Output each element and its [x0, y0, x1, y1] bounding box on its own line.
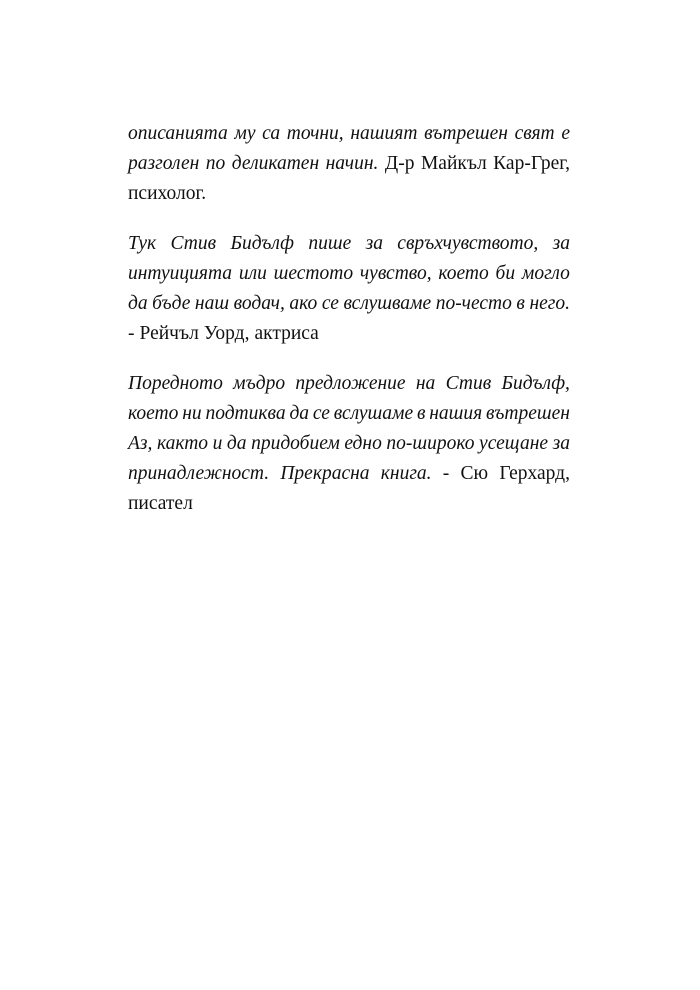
word: вслушаме: [333, 403, 414, 424]
word: ни: [182, 403, 202, 424]
text-line: [128, 179, 570, 209]
word: и: [212, 433, 223, 454]
word: му: [234, 123, 256, 144]
word: наш: [194, 293, 230, 314]
word: да: [128, 293, 148, 314]
text-line: [128, 489, 570, 519]
word: актриса: [254, 323, 319, 344]
word: се: [321, 293, 339, 314]
word: за: [365, 233, 383, 254]
word: Сю: [460, 463, 489, 484]
word: Кар-Грег,: [493, 153, 570, 174]
text-line: [128, 119, 570, 149]
word: да: [226, 433, 247, 454]
word: вътрешен: [424, 123, 508, 144]
word: Стив: [445, 373, 492, 394]
word: Аз,: [128, 433, 153, 454]
word: вслушваме: [343, 293, 432, 314]
word: -: [442, 463, 450, 484]
word: Бидълф: [230, 233, 295, 254]
paragraph: [128, 229, 570, 349]
word: по-широко: [386, 433, 475, 454]
word: описанията: [128, 123, 228, 144]
word: да: [289, 403, 310, 424]
word: бъде: [152, 293, 191, 314]
word: Д-р: [384, 153, 415, 174]
text-line: [128, 459, 570, 489]
text-line: [128, 229, 570, 259]
word: писател: [128, 493, 193, 514]
word: начин.: [325, 153, 379, 174]
word: него.: [529, 293, 570, 314]
word: шестото: [273, 263, 354, 284]
text-line: [128, 319, 570, 349]
word: -: [128, 323, 135, 344]
word: в: [516, 293, 525, 314]
word: Бидълф,: [501, 373, 570, 394]
word: което: [438, 263, 489, 284]
word: книга.: [380, 463, 432, 484]
word: или: [238, 263, 267, 284]
text-line: [128, 369, 570, 399]
word: Стив: [170, 233, 217, 254]
word: чувство,: [359, 263, 432, 284]
word: водач,: [233, 293, 285, 314]
word: свят: [514, 123, 555, 144]
word: точни,: [286, 123, 344, 144]
word: нашия: [429, 403, 483, 424]
word: е: [561, 123, 570, 144]
word: Поредното: [128, 373, 223, 394]
word: Прекрасна: [280, 463, 370, 484]
word: предложение: [295, 373, 406, 394]
word: придобием: [251, 433, 340, 454]
word: са: [262, 123, 281, 144]
word: могло: [521, 263, 570, 284]
word: ако: [289, 293, 318, 314]
word: Герхард,: [499, 463, 570, 484]
word: по: [205, 153, 226, 174]
word: Тук: [128, 233, 157, 254]
text-line: [128, 399, 570, 429]
word: в: [416, 403, 426, 424]
word: разголен: [128, 153, 200, 174]
word: принадлежност.: [128, 463, 270, 484]
word: би: [495, 263, 516, 284]
word: пише: [308, 233, 352, 254]
word: се: [312, 403, 330, 424]
word: за: [552, 433, 570, 454]
word: психолог.: [128, 183, 207, 204]
text-line: [128, 289, 570, 319]
word: Рейчъл: [139, 323, 199, 344]
word: което: [128, 403, 179, 424]
text-line: [128, 149, 570, 179]
word: Майкъл: [420, 153, 487, 174]
word: по-често: [435, 293, 512, 314]
word: деликатен: [231, 153, 320, 174]
word: подтиква: [205, 403, 286, 424]
word: на: [415, 373, 436, 394]
paragraph: [128, 119, 570, 209]
word: Уорд,: [203, 323, 250, 344]
text-line: [128, 429, 570, 459]
word: интуицията: [128, 263, 233, 284]
text-line: [128, 259, 570, 289]
word: усещане: [479, 433, 549, 454]
word: едно: [344, 433, 382, 454]
word: за: [552, 233, 570, 254]
page-body: [128, 119, 570, 539]
word: вътрешен: [486, 403, 570, 424]
paragraph: [128, 369, 570, 519]
word: мъдро: [233, 373, 286, 394]
word: нашият: [350, 123, 418, 144]
word: свръхчувството,: [397, 233, 539, 254]
word: както: [156, 433, 209, 454]
